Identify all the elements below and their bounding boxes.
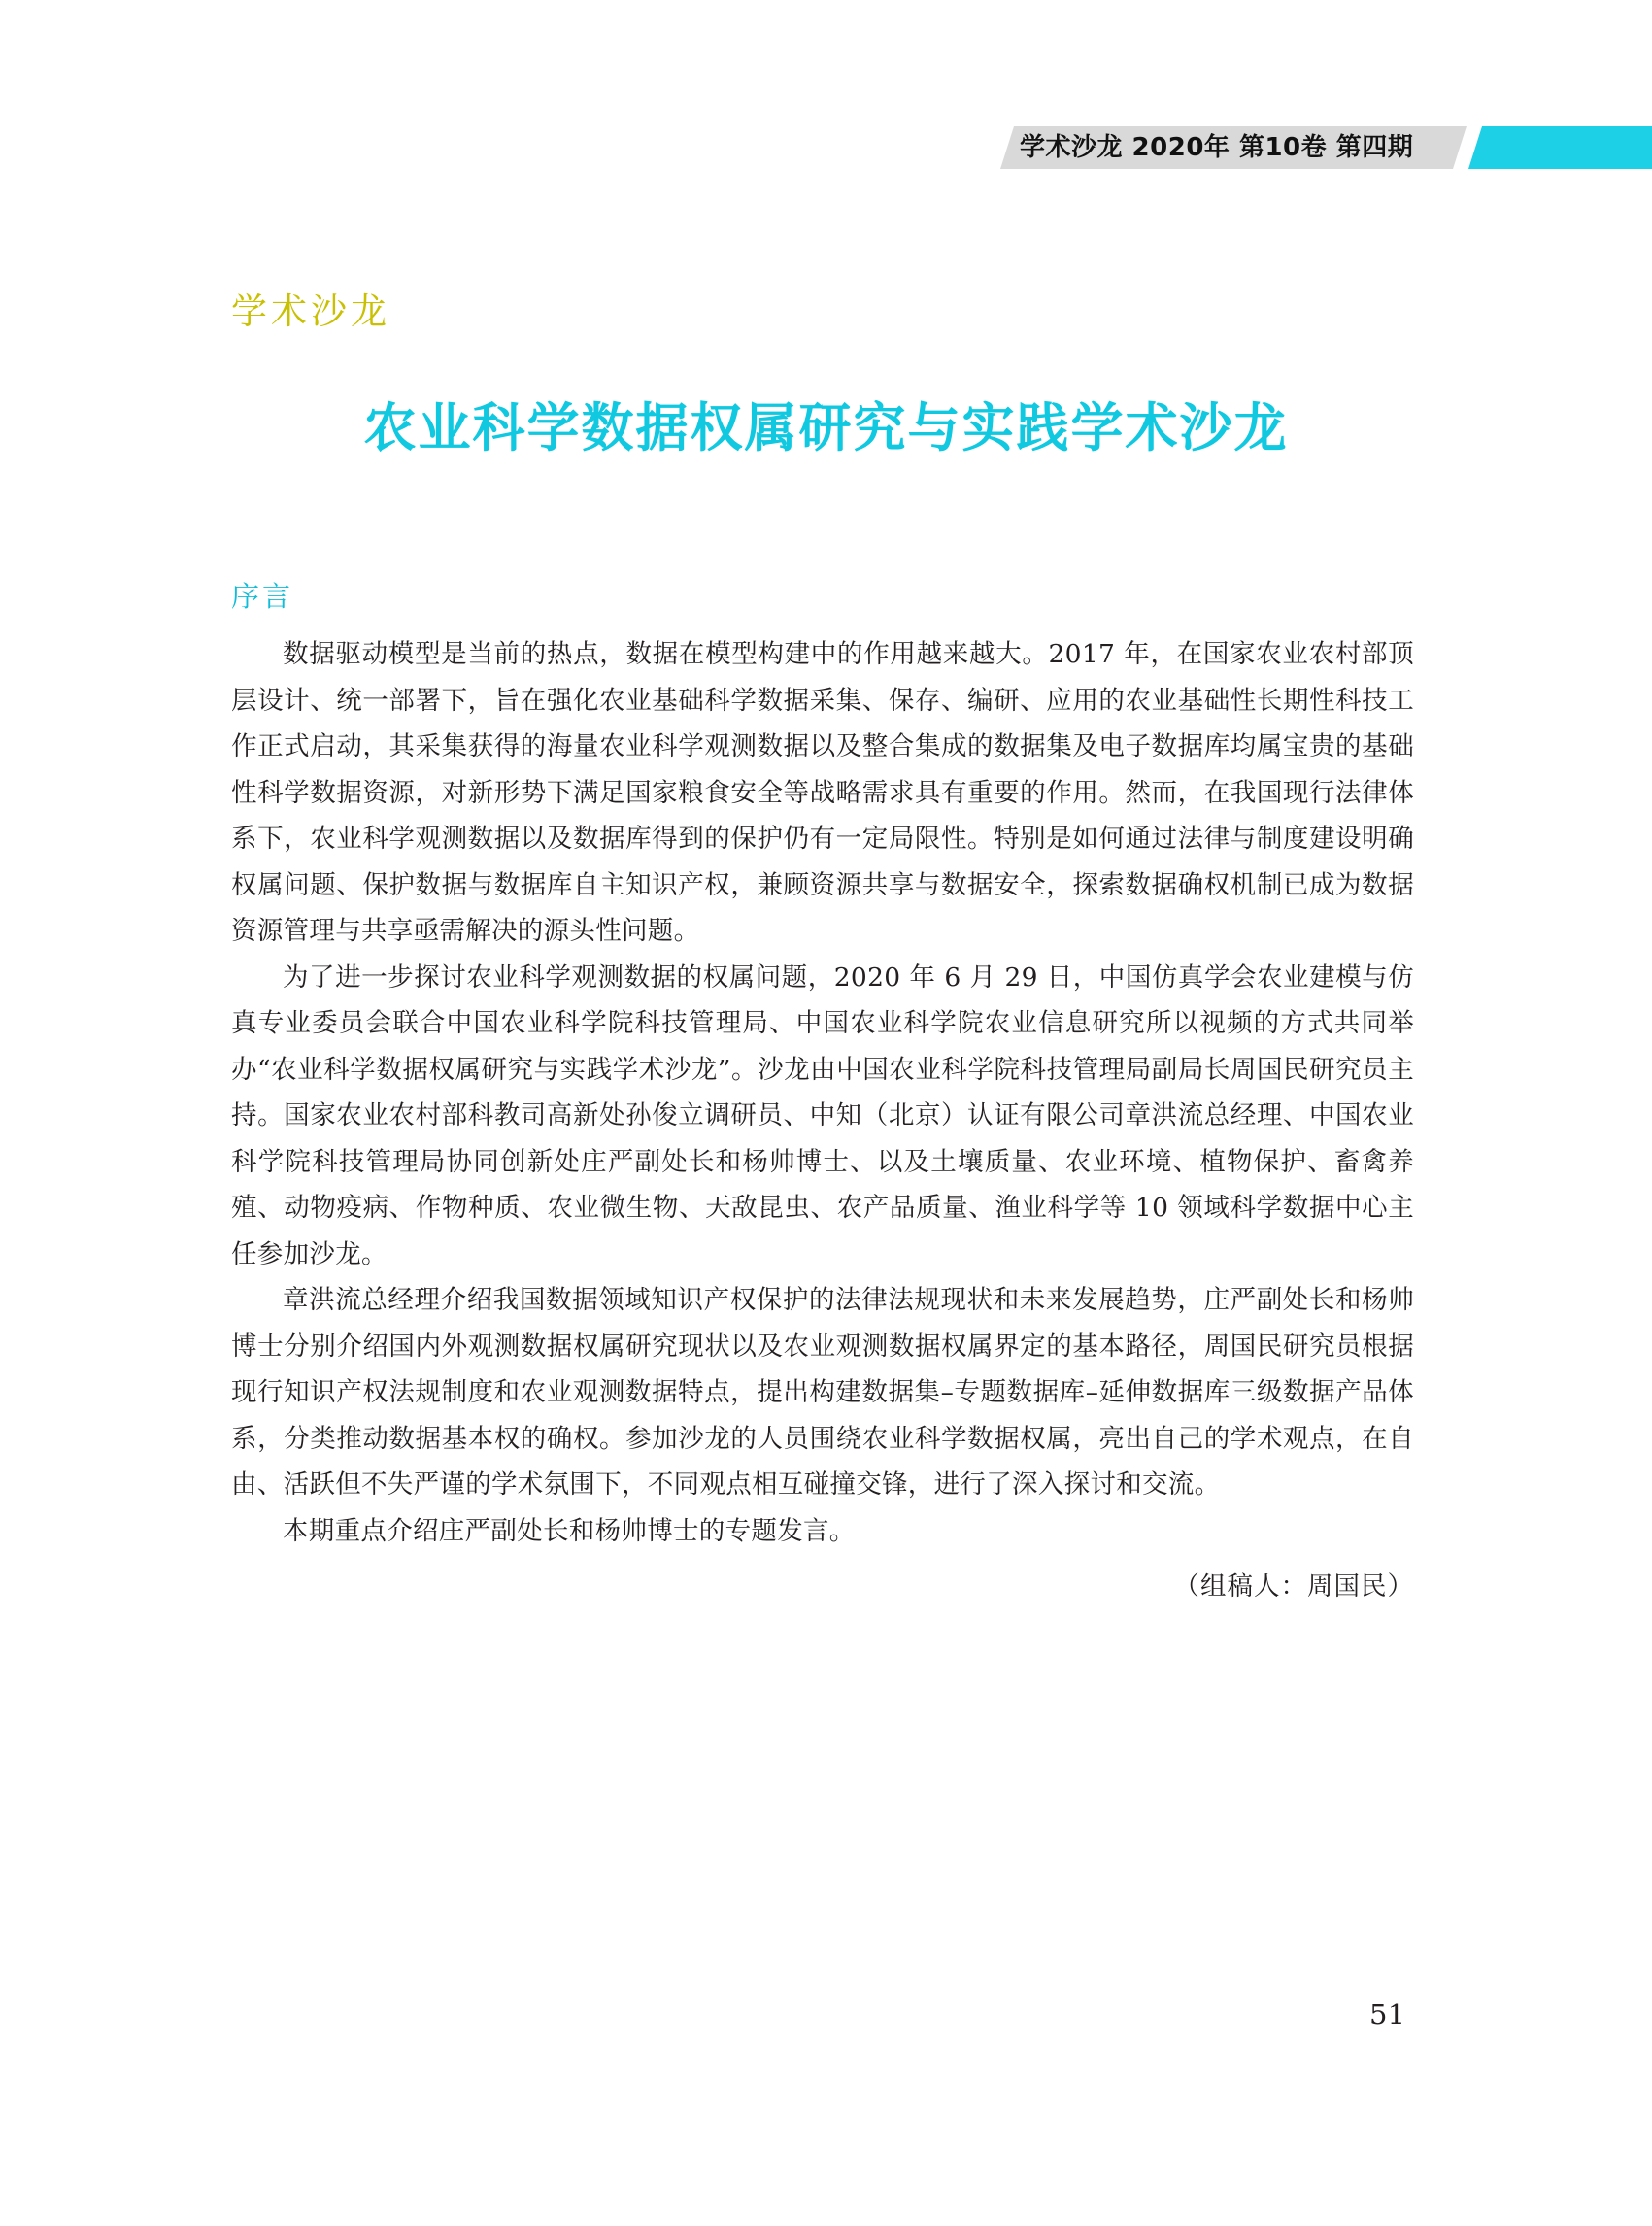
journal-issue-header: 学术沙龙 2020年 第10卷 第四期 — [1020, 133, 1414, 162]
page-number: 51 — [1369, 1998, 1405, 2031]
section-label: 学术沙龙 — [231, 290, 390, 332]
preface-paragraph: 为了进一步探讨农业科学观测数据的权属问题，2020 年 6 月 29 日，中国仿真学会农业建模与仿真专业委员会联合中国农业科学院科技管理局、中国农业科学院农业信息研究所以视频的方式共同举办“农业科学数据权属研究与实践学术沙龙”。沙龙由中国农业科学院科技管理局副局长周国民研究员主持。国家农业农村部科教司高新处孙俊立调研员、中知（北京）认证有限公司章洪流总经理、中国农业科学院科技管理局协同创新处庄严副处长和杨帅博士、以及土壤质量、农业环境、植物保护、畜禽养殖、动物疫病、作物种质、农业微生物、天敌昆虫、农产品质量、渔业科学等 10 领域科学数据中心主任参加沙龙。 — [231, 961, 1414, 1269]
preface-paragraph: 本期重点介绍庄严副处长和杨帅博士的专题发言。 — [283, 1515, 856, 1546]
preface-paragraph: 数据驱动模型是当前的热点，数据在模型构建中的作用越来越大。2017 年，在国家农业农村部顶层设计、统一部署下，旨在强化农业基础科学数据采集、保存、编研、应用的农业基础性长期性科技工作正式启动，其采集获得的海量农业科学观测数据以及整合集成的数据集及电子数据库均属宝贵的基础性科学数据资源，对新形势下满足国家粮食安全等战略需求具有重要的作用。然而，在我国现行法律体系下，农业科学观测数据以及数据库得到的保护仍有一定局限性。特别是如何通过法律与制度建设明确权属问题、保护数据与数据库自主知识产权，兼顾资源共享与数据安全，探索数据确权机制已成为数据资源管理与共享亟需解决的源头性问题。 — [231, 639, 1414, 946]
header-accent-band — [1468, 126, 1652, 169]
organizer-signature: （组稿人：周国民） — [1173, 1571, 1414, 1602]
preface-body — [231, 631, 1414, 1554]
preface-heading: 序言 — [231, 580, 294, 613]
preface-paragraph: 章洪流总经理介绍我国数据领域知识产权保护的法律法规现状和未来发展趋势，庄严副处长和杨帅博士分别介绍国内外观测数据权属研究现状以及农业观测数据权属界定的基本路径，周国民研究员根据现行知识产权法规制度和农业观测数据特点，提出构建数据集–专题数据库–延伸数据库三级数据产品体系，分类推动数据基本权的确权。参加沙龙的人员围绕农业科学数据权属，亮出自己的学术观点，在自由、活跃但不失严谨的学术氛围下，不同观点相互碰撞交锋，进行了深入探讨和交流。 — [231, 1285, 1414, 1500]
article-title: 农业科学数据权属研究与实践学术沙龙 — [363, 396, 1289, 458]
